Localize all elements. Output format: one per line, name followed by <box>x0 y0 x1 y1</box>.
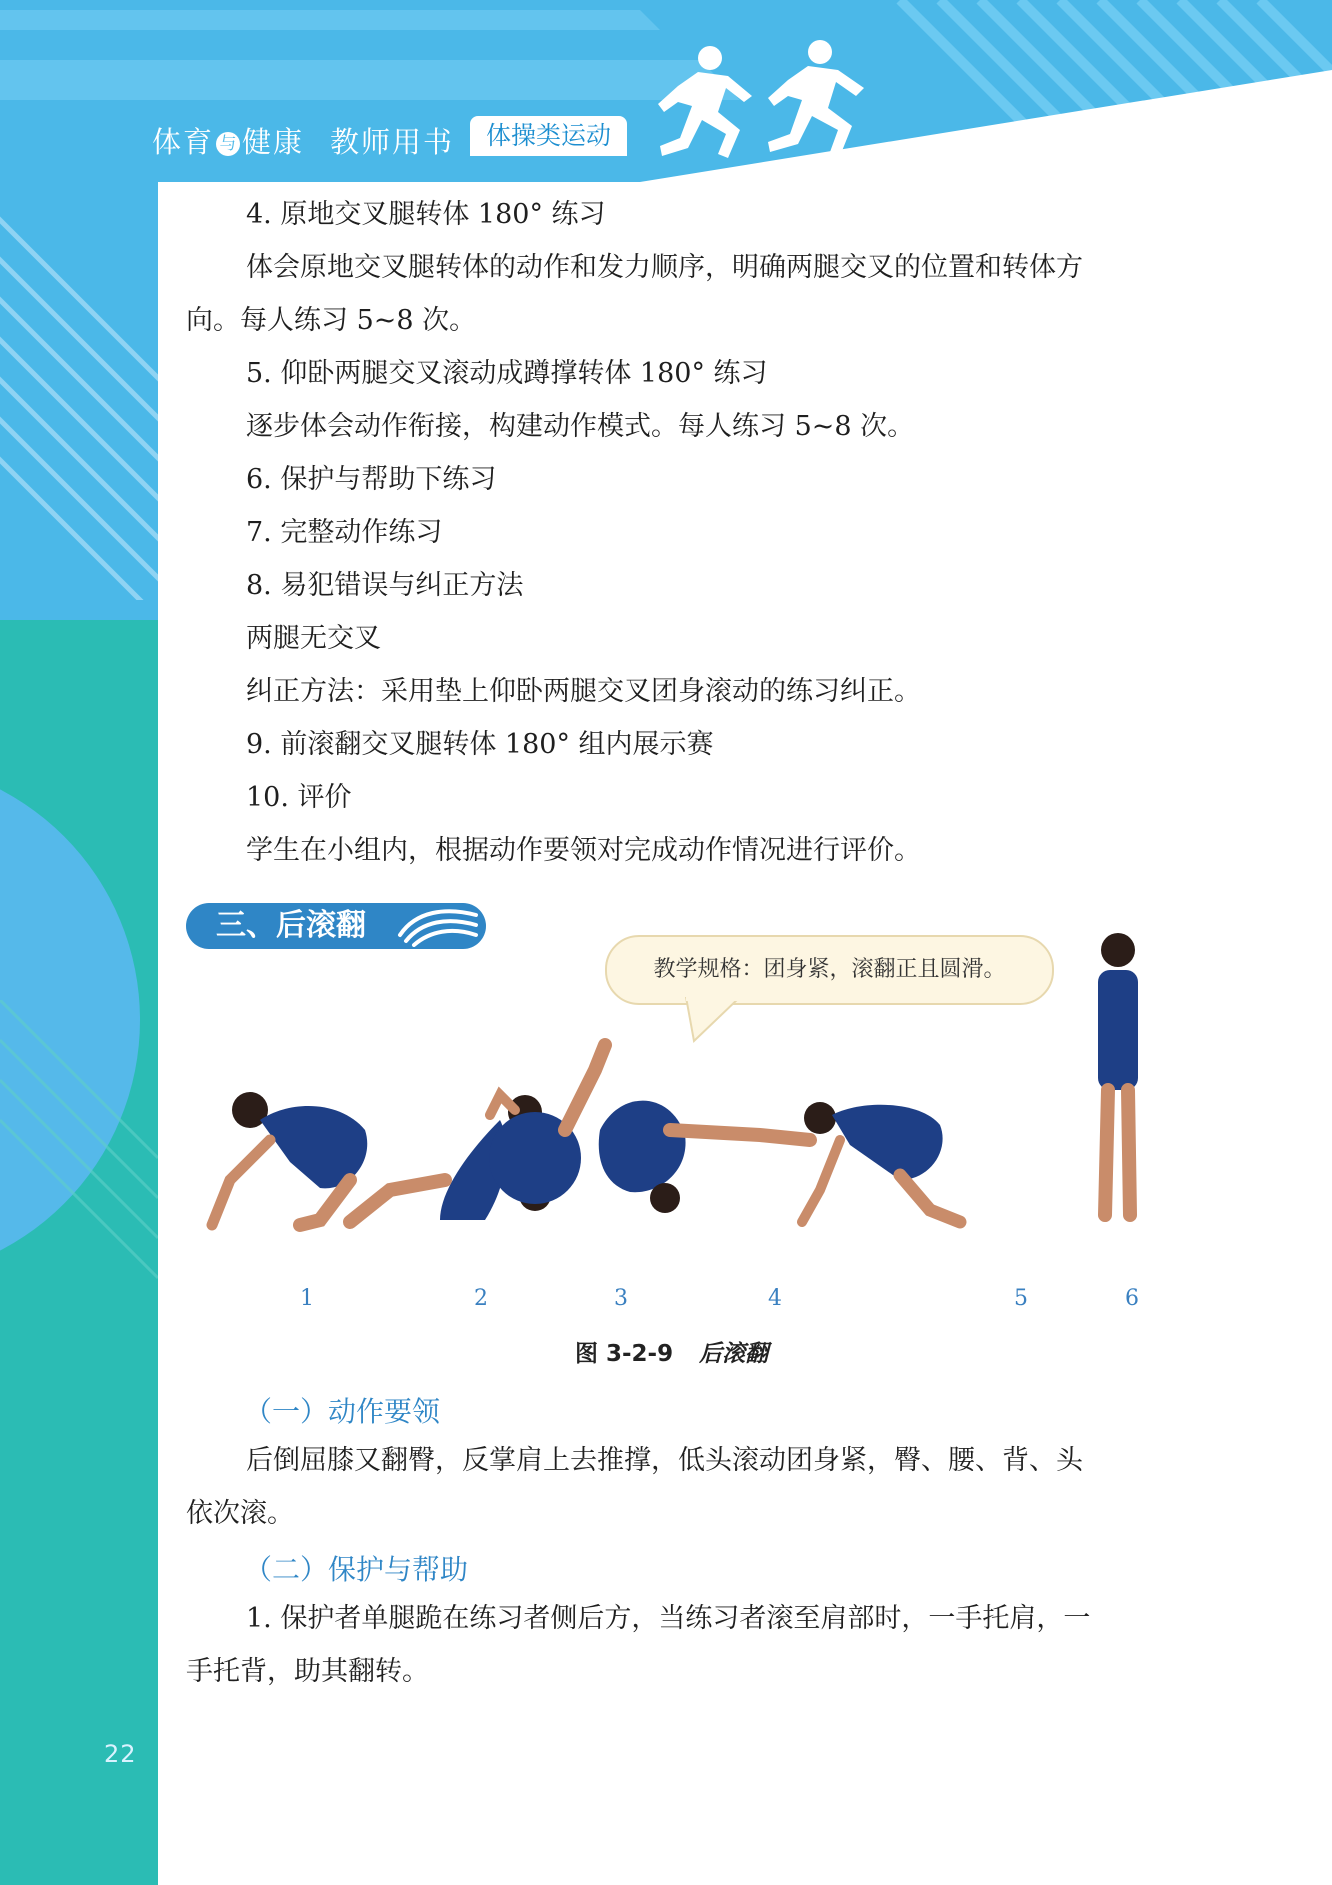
figure-step-number: 4 <box>768 1286 782 1311</box>
side-decoration-band <box>0 0 158 1885</box>
paragraph: 纠正方法：采用垫上仰卧两腿交叉团身滚动的练习纠正。 <box>246 676 921 707</box>
subsection-heading: （一）动作要领 <box>244 1395 441 1428</box>
pose-3-tuck <box>489 1045 605 1211</box>
paragraph: 逐步体会动作衔接，构建动作模式。每人练习 5~8 次。 <box>246 411 915 442</box>
book-title-mark: 与 <box>216 132 240 156</box>
paragraph: 向。每人练习 5~8 次。 <box>186 305 477 336</box>
figure-step-number: 1 <box>300 1286 314 1311</box>
paragraph: 6. 保护与帮助下练习 <box>246 464 497 495</box>
paragraph: 9. 前滚翻交叉腿转体 180° 组内展示赛 <box>246 729 714 760</box>
figure-step-number: 3 <box>614 1286 628 1311</box>
figure-step-number: 6 <box>1125 1286 1139 1311</box>
paragraph: 体会原地交叉腿转体的动作和发力顺序，明确两腿交叉的位置和转体方 <box>246 252 1083 283</box>
diagonal-stripes <box>0 180 158 600</box>
paragraph: 7. 完整动作练习 <box>246 517 443 548</box>
section-heading-label: 三、后滚翻 <box>216 908 366 943</box>
book-title-part2: 健康 <box>242 125 305 159</box>
subsection-heading: （二）保护与帮助 <box>244 1553 469 1586</box>
paragraph: 依次滚。 <box>186 1498 294 1529</box>
pose-4-legs-over <box>599 1101 810 1213</box>
backward-roll-figure <box>200 930 1180 1260</box>
chapter-tab: 体操类运动 <box>470 116 627 156</box>
pose-6-standing <box>1098 933 1138 1215</box>
paragraph: 10. 评价 <box>246 782 352 813</box>
teal-stripes <box>0 1000 158 1600</box>
figure-step-number: 2 <box>474 1286 488 1311</box>
paragraph: 5. 仰卧两腿交叉滚动成蹲撑转体 180° 练习 <box>246 358 768 389</box>
paragraph: 4. 原地交叉腿转体 180° 练习 <box>246 199 606 230</box>
page-number: 22 <box>104 1740 137 1768</box>
book-title-part1: 体育 <box>152 125 215 159</box>
figure-caption <box>575 1335 768 1368</box>
figure-step-number: 5 <box>1014 1286 1028 1311</box>
paragraph: 学生在小组内，根据动作要领对完成动作情况进行评价。 <box>246 835 921 866</box>
page-header <box>0 0 1332 182</box>
book-title <box>152 120 454 161</box>
pose-5-crouch <box>802 1102 960 1222</box>
paragraph: 1. 保护者单腿跪在练习者侧后方，当练习者滚至肩部时，一手托肩，一 <box>246 1603 1091 1634</box>
paragraph: 8. 易犯错误与纠正方法 <box>246 570 524 601</box>
paragraph: 两腿无交叉 <box>246 623 381 654</box>
figure-caption-title: 后滚翻 <box>699 1341 769 1367</box>
runner-silhouettes-icon <box>648 38 888 166</box>
pose-1-squat <box>212 1092 367 1225</box>
book-title-part3: 教师用书 <box>330 125 455 159</box>
figure-caption-number: 图 3-2-9 <box>575 1341 674 1367</box>
paragraph: 手托背，助其翻转。 <box>186 1656 429 1687</box>
paragraph: 后倒屈膝又翻臀，反掌肩上去推撑，低头滚动团身紧，臀、腰、背、头 <box>246 1445 1083 1476</box>
teaching-tip-text: 教学规格：团身紧，滚翻正且圆滑。 <box>653 957 1006 982</box>
